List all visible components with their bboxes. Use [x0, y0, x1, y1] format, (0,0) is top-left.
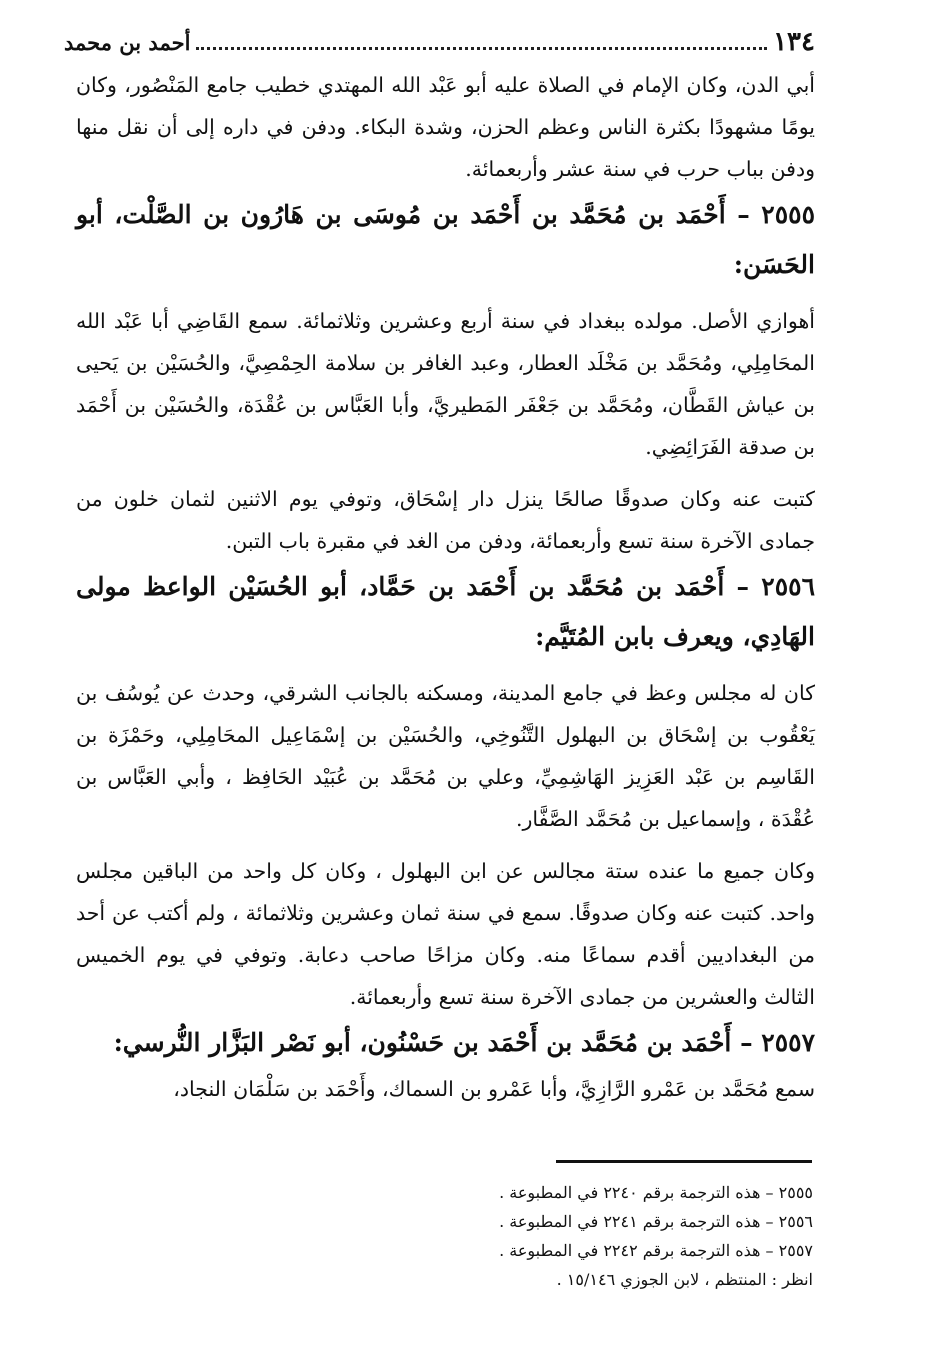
paragraph: وكان جميع ما عنده ستة مجالس عن ابن البهلول ، وكان كل واحد من الباقين مجلس واحد. كتبت عنه وكان صدوقًا. سمع في سنة ثمان وعشرين وثلاثمائة ، ولم أكتب عن أحد من البغداديين أقدم سماعًا منه. وكان مزاحًا صاحب دعابة. وتوفي في يوم الخميس الثالث والعشرين من جمادى الآخرة سنة تسع وأربعمائة. [76, 859, 815, 1009]
footnote: ٢٥٥٥ – هذه الترجمة برقم ٢٢٤٠ في المطبوعة . [499, 1183, 813, 1202]
paragraph: أهوازي الأصل. مولده ببغداد في سنة أربع وعشرين وثلاثمائة. سمع القَاضِي أبا عَبْد الله المحَامِلِي، ومُحَمَّد بن مَخْلَد العطار، وعبد الغافر بن سلامة الحِمْصِيَّ، والحُسَيْن بن يَحيى بن عياش القَطَّان، ومُحَمَّد بن جَعْفَر المَطيريَّ، وأبا العَبَّاس بن عُقْدَة، والحُسَيْن بن أَحْمَد بن صدقة الفَرَائِضِي. [76, 309, 815, 459]
entry-heading-2555: ٢٥٥٥ – أَحْمَد بن مُحَمَّد بن أَحْمَد بن مُوسَى بن هَارُون بن الصَّلْت، أبو الحَسَن: [76, 200, 815, 279]
footnote: ٢٥٥٦ – هذه الترجمة برقم ٢٢٤١ في المطبوعة . [499, 1212, 813, 1231]
header-leader-dots [196, 47, 767, 50]
paragraph: سمع مُحَمَّد بن عَمْرو الرَّازِيَّ، وأبا عَمْرو بن السماك، وأَحْمَد بن سَلْمَان النجاد، [173, 1077, 815, 1101]
footnote-separator [556, 1160, 812, 1163]
page-header [64, 22, 815, 62]
paragraph: كان له مجلس وعظ في جامع المدينة، ومسكنه بالجانب الشرقي، وحدث عن يُوسُف بن يَعْقُوب بن إسْحَاق بن البهلول التَّنُوخِي، والحُسَيْن بن إسْمَاعِيل المحَامِلِي، وحَمْزَة بن القَاسِم بن عَبْد العَزِيز الهَاشِمِيِّ، وعلي بن مُحَمَّد بن عُبَيْد الحَافِظ ، وأبي العَبَّاس بن عُقْدَة ، وإسماعيل بن مُحَمَّد الصَّفَّار. [76, 681, 815, 831]
entry-heading-2557: ٢٥٥٧ – أَحْمَد بن مُحَمَّد بن أَحْمَد بن حَسْنُون، أبو نَصْر البَزَّار النُّرسي: [113, 1028, 815, 1057]
running-title: أحمد بن محمد [64, 29, 191, 55]
entry-heading-2556: ٢٥٥٦ – أَحْمَد بن مُحَمَّد بن أَحْمَد بن حَمَّاد، أبو الحُسَيْن الواعظ مولى الهَادِي، ويعرف بابن المُتَيَّم: [76, 572, 815, 651]
paragraph: أبي الدن، وكان الإمام في الصلاة عليه أبو عَبْد الله المهتدي خطيب جامع المَنْصُور، وكان يومًا مشهودًا بكثرة الناس وعظم الحزن، وشدة البكاء. ودفن في داره إلى أن نقل منها ودفن بباب حرب في سنة عشر وأربعمائة. [76, 73, 815, 181]
footnotes [300, 1178, 813, 1294]
main-text [76, 64, 815, 1110]
page-number: ١٣٤ [773, 27, 815, 57]
paragraph: كتبت عنه وكان صدوقًا صالحًا ينزل دار إسْحَاق، وتوفي يوم الاثنين لثمان خلون من جمادى الآخرة سنة تسع وأربعمائة، ودفن من الغد في مقبرة باب التبن. [76, 487, 815, 553]
footnote: انظر : المنتظم ، لابن الجوزي ١٥/١٤٦ . [556, 1270, 813, 1289]
footnote: ٢٥٥٧ – هذه الترجمة برقم ٢٢٤٢ في المطبوعة . [499, 1241, 813, 1260]
